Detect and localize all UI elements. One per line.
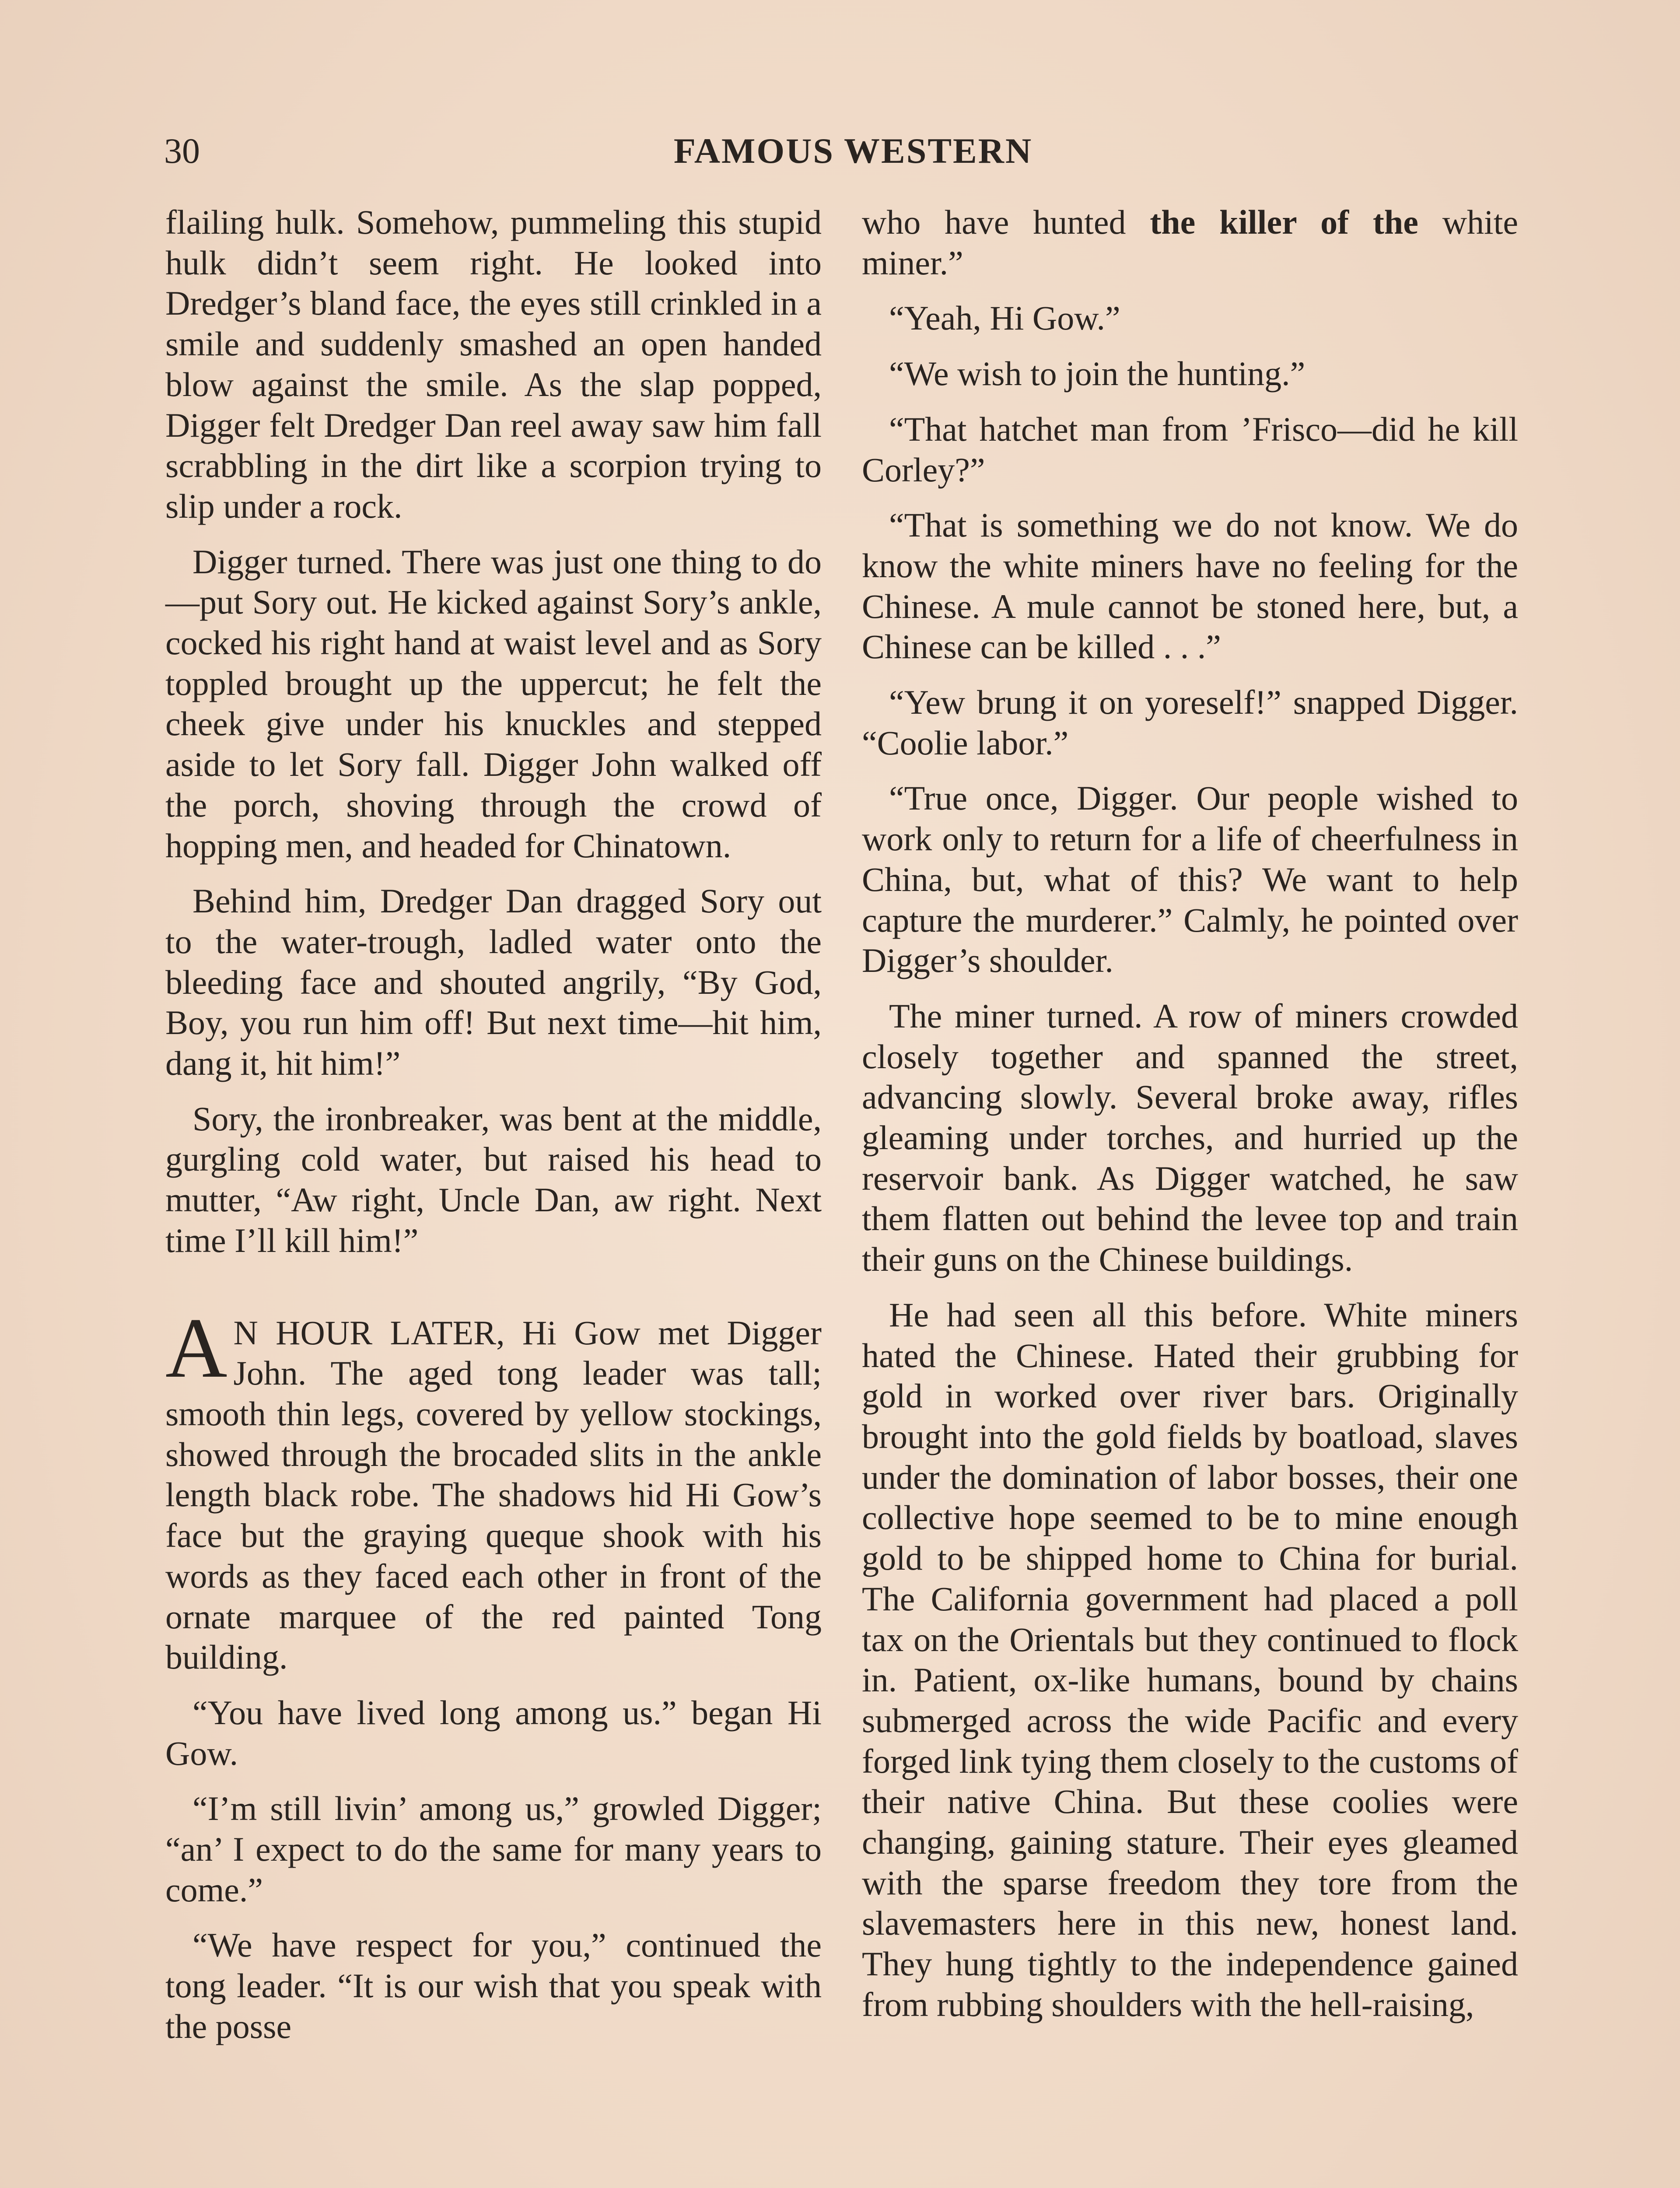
paragraph: The miner turned. A row of miners crowded closely together and spanned the street, advancing slowly. Several broke away, rifles gleaming under torches, and hurried up the reservoir bank. As Digger watched, he saw them flatten out behind the levee top and train their guns on the Chinese buildings. (862, 996, 1518, 1279)
section-opening-paragraph (165, 1300, 822, 1678)
paragraph: Digger turned. There was just one thing to do—put Sory out. He kicked against Sory’s ankle, cocked his right hand at waist level and as Sory toppled brought up the uppercut; he felt the cheek give under his knuckles and stepped aside to let Sory fall. Digger John walked off the porch, shoving through the crowd of hopping men, and headed for Chinatown. (165, 542, 822, 865)
paragraph: Behind him, Dredger Dan dragged Sory out to the water-trough, ladled water onto the bleeding face and shouted angrily, “By God, Boy, you run him off! But next time—hit him, dang it, hit him!” (165, 882, 822, 1083)
paragraph: “Yew brung it on yoreself!” snapped Digger. “Coolie labor.” (862, 683, 1518, 762)
drop-cap: A (165, 1300, 228, 1396)
paragraph-text: white miner.” (862, 203, 1518, 282)
paragraph: Sory, the ironbreaker, was bent at the middle, gurgling cold water, but raised his head to mutter, “Aw right, Uncle Dan, aw right. Next time I’ll kill him!” (165, 1099, 822, 1259)
paragraph: “You have lived long among us.” began Hi Gow. (165, 1693, 822, 1772)
paragraph-text: who have hunted (862, 203, 1150, 241)
paragraph: flailing hulk. Somehow, pummeling this stupid hulk didn’t seem right. He looked into Dredger’s bland face, the eyes still crinkled in a smile and suddenly smashed an open handed blow against the smile. As the slap popped, Digger felt Dredger Dan reel away saw him fall scrabbling in the dirt like a scorpion trying to slip under a rock. (165, 203, 822, 525)
magazine-title: FAMOUS WESTERN (673, 131, 1033, 171)
paragraph: “I’m still livin’ among us,” growled Digger; “an’ I expect to do the same for many years to come.” (165, 1789, 822, 1909)
paragraph: “True once, Digger. Our people wished to work only to return for a life of cheerfulness in China, but, what of this? We want to help capture the murderer.” Calmly, he pointed over Digger’s shoulder. (862, 779, 1518, 980)
right-column (862, 202, 1518, 2040)
paragraph: “We wish to join the hunting.” (889, 354, 1306, 393)
bold-text: the killer of the (1150, 203, 1418, 241)
paragraph: “We have respect for you,” continued the tong leader. “It is our wish that you speak with the posse (165, 1926, 822, 2045)
paragraph: “That is something we do not know. We do know the white miners have no feeling for the Chinese. A mule cannot be stoned here, but, a Chinese can be killed . . .” (862, 506, 1518, 666)
paragraph: He had seen all this before. White miners hated the Chinese. Hated their grubbing for gold in worked over river bars. Originally brought into the gold fields by boatload, slaves under the domination of labor bosses, their one collective hope seemed to be to mine enough gold to be shipped home to China for burial. The California government had placed a poll tax on the Orientals but they continued to flock in. Patient, ox-like humans, bound by chains submerged across the wide Pacific and every forged link tying them closely to the customs of their native China. But these coolies were changing, gaining stature. Their eyes gleamed with the sparse freedom they tore from the slavemasters here in this new, honest land. They hung tightly to the independence gained from rubbing shoulders with the hell-raising, (862, 1295, 1518, 2023)
paragraph (862, 202, 1518, 283)
paragraph: “That hatchet man from ’Frisco—did he kill Corley?” (862, 410, 1518, 489)
page-number: 30 (164, 131, 200, 171)
paragraph: “Yeah, Hi Gow.” (889, 299, 1120, 337)
page-header (164, 127, 1542, 175)
section-opening-text: N HOUR LATER, Hi Gow met Digger John. The aged tong leader was tall; smooth thin legs, covered by yellow stockings, showed through the brocaded slits in the ankle length black robe. The shadows hid Hi Gow’s face but the graying queque shook with his words as they faced each other in front of the ornate marquee of the red painted Tong building. (165, 1313, 822, 1676)
left-column (165, 202, 822, 2062)
